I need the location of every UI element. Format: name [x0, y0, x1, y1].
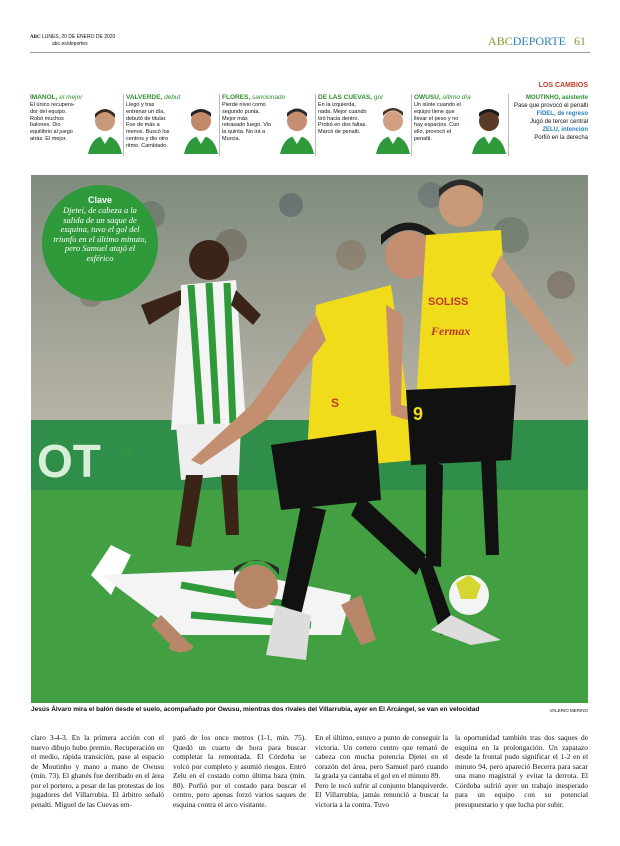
player-portrait — [184, 104, 218, 154]
player-card — [30, 94, 122, 156]
substitution-text: Jugó de tercer central — [529, 119, 588, 125]
header-meta — [30, 34, 115, 47]
key-moment-title: Clave — [87, 195, 113, 205]
issue-date: LUNES, 20 DE ENERO DE 2020 — [41, 34, 116, 40]
ad-board-text: OT — [37, 435, 101, 487]
player-card — [222, 94, 314, 156]
card-text: Un islote cuando el equipo tiene que llevar el peso y no hay espacios. Con ello, provocó el penalti. — [414, 102, 461, 142]
publication-name: ABC — [30, 35, 41, 40]
key-moment-bubble — [42, 185, 158, 301]
section-name: DEPORTE — [512, 34, 566, 48]
jersey-sponsor: SOLISS — [428, 296, 469, 308]
card-title: FLORES, sancionado — [222, 94, 286, 101]
substitutions-title: LOS CAMBIOS — [538, 82, 588, 89]
svg-text:S: S — [331, 396, 340, 410]
player-card — [126, 94, 218, 156]
card-text: El único recupera- dor del equipo. Robó muchos balones. Dio equilibrio al juego atrás. El mejor. — [30, 102, 75, 142]
football — [449, 575, 489, 615]
article-column: claro 3-4-3. En la primera acción con el nuevo dibujo hubo premio. Recuperación en el medio, rápida transición, pase al espacio de Moutinho y mano a mano de Owusu (min. 73). El ghanés fue derribado en el área por el portero, a pesar de las protestas de los jugadores del Villarrubia. El árbitro señaló penalti. Miguel de las Cuevas em- — [31, 733, 164, 809]
brand-logo: ABC — [488, 34, 513, 48]
page-header — [30, 30, 590, 52]
player-card — [318, 94, 410, 156]
shorts-number-yellow: 9 — [413, 404, 424, 424]
header-rule — [30, 52, 590, 53]
shorts-number: 9 — [123, 445, 131, 461]
web-address: abc.es/deportes — [52, 41, 88, 47]
article-column: la oportunidad también tras dos saques de esquina en la prolongación. Un zapatazo desde la frontal pudo significar el 1-2 en el minuto 94, pero apareció Becerra para sacar una mano magistral y evitar la derrota. El Córdoba sufrió ayer un trabajo inesperado para un equipo con su potencial presupuestario y que lucha por subir. — [455, 733, 588, 809]
card-divider — [411, 94, 412, 156]
card-text: Llegó y tras entrenar un día, debutó de titular. Fue de más a menos. Buscó los centros y dio otro ritmo. Cambiado. — [126, 102, 170, 149]
key-moment-text: Djetei, de cabeza a la salida de un saque de esquina, tuvo el gol del triunfo en el último minuto, pero Samuel atajó el esférico — [53, 205, 147, 263]
article-column: pató de los once metros (1-1, min. 75). Quedó un cuarto de hora para buscar completar la remontada. El Córdoba se volcó por completo y asumió riesgos. Entró Zelu en el costado como última baza (min. 80). Porfió por el costado para buscar el centro, pero apenas forzó varios saques de esquina contra el arco visitante. — [173, 733, 306, 809]
card-text: En la izquierda, nada. Mejor cuando tiró hacia dentro. Probó en dos faltas. Marcó de penalti. — [318, 102, 367, 136]
card-title: OWUSU, último día — [414, 94, 471, 101]
substitution-text: Porfió en la derecha — [534, 135, 588, 141]
card-divider — [123, 94, 124, 156]
card-text: Pierde nivel como segundo punta. Mejor más retrasado luego. Vio la quinta. No irá a Murcia. — [222, 102, 272, 142]
player-portrait — [376, 104, 410, 154]
substitution-text: Pase que provocó el penalti — [513, 103, 588, 109]
card-title: VALVERDE, debut — [126, 94, 181, 101]
card-divider — [219, 94, 220, 156]
card-divider — [315, 94, 316, 156]
page-number: 61 — [574, 34, 586, 48]
card-title: IMANOL, el mejor — [30, 94, 83, 101]
player-card — [414, 94, 506, 156]
player-portrait — [280, 104, 314, 154]
substitutions-box — [495, 82, 588, 142]
player-portrait — [88, 104, 122, 154]
article-column: En el último, estuvo a punto de conseguir la victoria. Un certero centro que remató de cabeza con mucha potencia Djetei en el corazón del área, pero Samuel paró cuando la grada ya cantaba el gol en el minuto 89. Pero le tocó sufrir al conjunto blanquiverde. El Villarrubia, jamás renunció a buscar la victoria a la contra. Tuvo — [315, 733, 448, 809]
section-heading — [488, 34, 586, 49]
photo-caption: Jesús Álvaro mira el balón desde el suelo, acompañado por Owusu, mientras dos rivales del Villarrubia, ayer en El Arcángel, se van en velocidad — [31, 706, 480, 713]
substitution-item: ZELU, intención — [542, 127, 588, 133]
photo-credit: VALERIO MERINO — [549, 708, 588, 713]
substitution-item: MOUTINHO, asistente — [525, 95, 588, 101]
jersey-sponsor-2: Fermax — [431, 324, 471, 338]
substitution-item: FIDEL, de regreso — [536, 111, 588, 117]
card-title: DE LAS CUEVAS, gol — [318, 94, 383, 101]
